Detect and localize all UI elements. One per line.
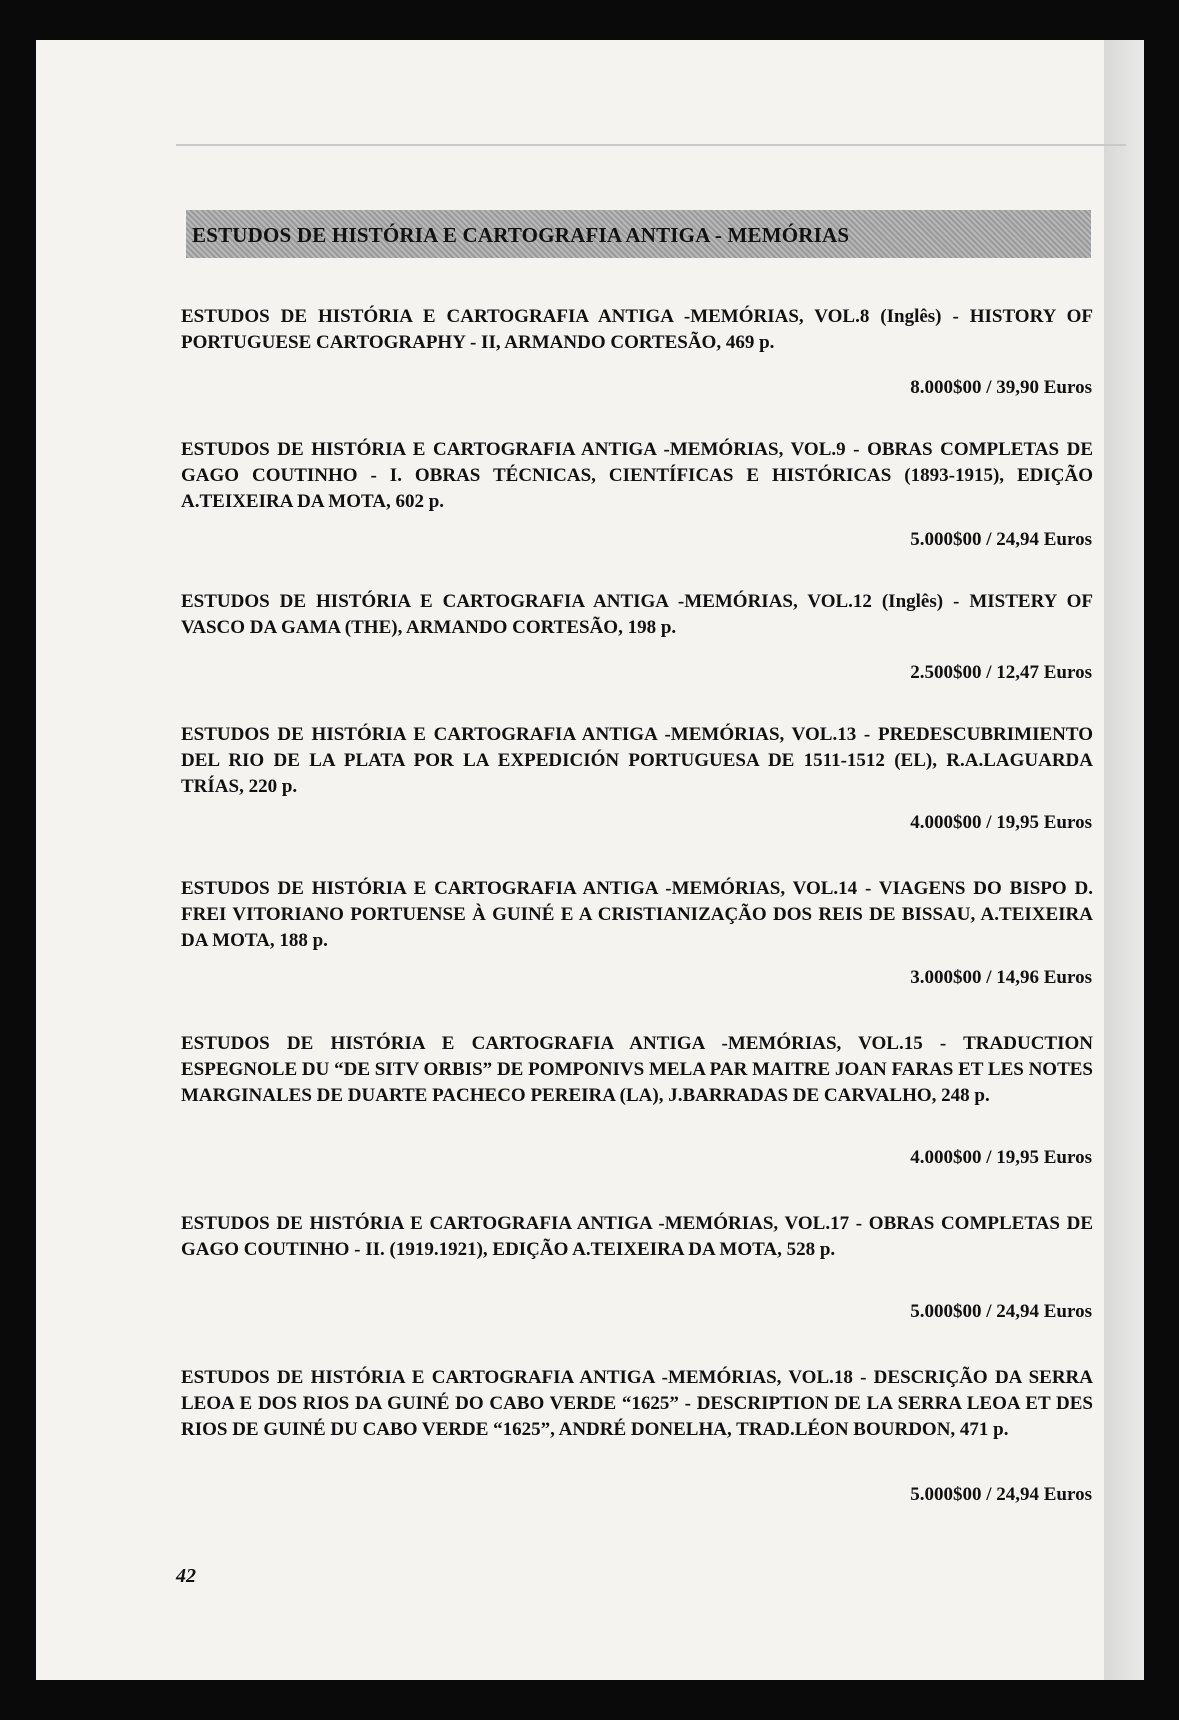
catalog-entry-vol9: ESTUDOS DE HISTÓRIA E CARTOGRAFIA ANTIGA -MEMÓRIAS, VOL.9 - OBRAS COMPLETAS DE GAGO COUTINHO - I. OBRAS TÉCNICAS, CIENTÍFICAS E HISTÓRICAS (1893-1915), EDIÇÃO A.TEIXEIRA DA MOTA, 602 p.	[181, 439, 1093, 512]
section-header	[186, 210, 1091, 258]
price-vol13: 4.000$00 / 19,95 Euros	[910, 812, 1092, 833]
catalog-entry-vol15: ESTUDOS DE HISTÓRIA E CARTOGRAFIA ANTIGA -MEMÓRIAS, VOL.15 - TRADUCTION ESPEGNOLE DU “DE SITV ORBIS” DE POMPONIVS MELA PAR MAITRE JOAN FARAS ET LES NOTES MARGINALES DE DUARTE PACHECO PEREIRA (LA), J.BARRADAS DE CARVALHO, 248 p.	[181, 1033, 1093, 1106]
catalog-entry-vol18: ESTUDOS DE HISTÓRIA E CARTOGRAFIA ANTIGA -MEMÓRIAS, VOL.18 - DESCRIÇÃO DA SERRA LEOA E DOS RIOS DA GUINÉ DO CABO VERDE “1625” - DESCRIPTION DE LA SERRA LEOA ET DES RIOS DE GUINÉ DU CABO VERDE “1625”, ANDRÉ DONELHA, TRAD.LÉON BOURDON, 471 p.	[181, 1367, 1093, 1440]
page-edge	[1104, 40, 1144, 1680]
price-vol8: 8.000$00 / 39,90 Euros	[910, 377, 1092, 398]
price-vol18: 5.000$00 / 24,94 Euros	[910, 1484, 1092, 1505]
price-vol9: 5.000$00 / 24,94 Euros	[910, 529, 1092, 550]
catalog-entry-vol13: ESTUDOS DE HISTÓRIA E CARTOGRAFIA ANTIGA -MEMÓRIAS, VOL.13 - PREDESCUBRIMIENTO DEL RIO DE LA PLATA POR LA EXPEDICIÓN PORTUGUESA DE 1511-1512 (EL), R.A.LAGUARDA TRÍAS, 220 p.	[181, 724, 1093, 797]
price-vol17: 5.000$00 / 24,94 Euros	[910, 1301, 1092, 1322]
document-page	[36, 40, 1144, 1680]
header-rule	[176, 144, 1126, 146]
price-vol15: 4.000$00 / 19,95 Euros	[910, 1147, 1092, 1168]
price-vol14: 3.000$00 / 14,96 Euros	[910, 967, 1092, 988]
catalog-entry-vol12: ESTUDOS DE HISTÓRIA E CARTOGRAFIA ANTIGA -MEMÓRIAS, VOL.12 (Inglês) - MISTERY OF VASCO DA GAMA (THE), ARMANDO CORTESÃO, 198 p.	[181, 591, 1093, 638]
price-vol12: 2.500$00 / 12,47 Euros	[910, 662, 1092, 683]
section-title: ESTUDOS DE HISTÓRIA E CARTOGRAFIA ANTIGA - MEMÓRIAS	[192, 223, 850, 247]
catalog-entry-vol14: ESTUDOS DE HISTÓRIA E CARTOGRAFIA ANTIGA -MEMÓRIAS, VOL.14 - VIAGENS DO BISPO D. FREI VITORIANO PORTUENSE À GUINÉ E A CRISTIANIZAÇÃO DOS REIS DE BISSAU, A.TEIXEIRA DA MOTA, 188 p.	[181, 878, 1093, 951]
page-number: 42	[176, 1565, 196, 1587]
catalog-entry-vol8: ESTUDOS DE HISTÓRIA E CARTOGRAFIA ANTIGA -MEMÓRIAS, VOL.8 (Inglês) - HISTORY OF PORTUGUESE CARTOGRAPHY - II, ARMANDO CORTESÃO, 469 p.	[181, 306, 1093, 353]
catalog-entry-vol17: ESTUDOS DE HISTÓRIA E CARTOGRAFIA ANTIGA -MEMÓRIAS, VOL.17 - OBRAS COMPLETAS DE GAGO COUTINHO - II. (1919.1921), EDIÇÃO A.TEIXEIRA DA MOTA, 528 p.	[181, 1213, 1093, 1260]
